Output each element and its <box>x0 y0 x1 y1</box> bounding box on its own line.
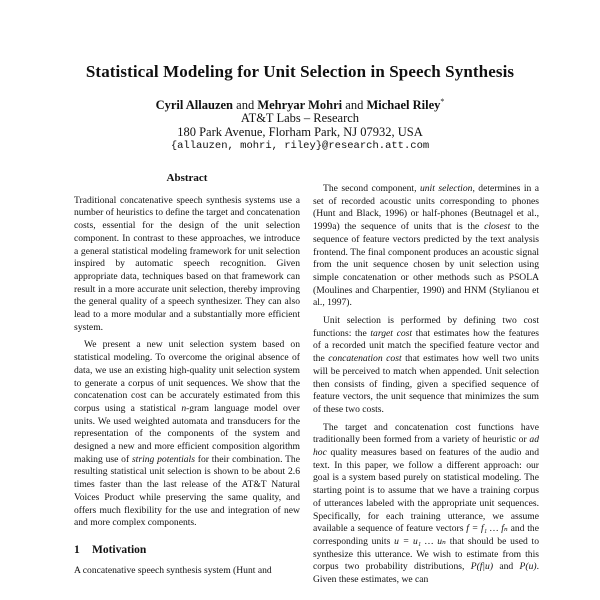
text-run: The target and concatenation cost functions have traditionally been formed from a variety of heuristic or <box>313 421 539 446</box>
text-run: to the sequence of feature vectors predicted by the text analysis frontend. The final component produces an acoustic signal from the unit sequence chosen by unit selection using simple concatenation or other methods such as PSOLA (Moulines and Charpentier, 1990) and HNM (Stylianou et al., 1997). <box>313 221 539 309</box>
math-expression: f = f₁ … fₙ <box>466 523 508 535</box>
abstract-heading: Abstract <box>166 172 208 184</box>
section-paragraph: A concatenative speech synthesis system (Hunt and <box>74 564 272 576</box>
emphasis: concatenation cost <box>328 353 402 365</box>
affiliation: AT&T Labs – Research <box>240 111 360 125</box>
emphasis: target cost <box>370 327 413 339</box>
text-run: that estimates how the features of a recorded unit match the specified feature vector and the <box>313 327 539 365</box>
text-run: for their combination. The resulting statistical unit selection is shown to be about 2.6 times faster than the last release of the AT&T Natural Voices Product while preserving the same quality, and offers much flexibility for the use and integration of new and more complex components. <box>74 453 300 529</box>
text-run: , determines in a set of recorded acoustic units corresponding to phones (Hunt and Black, 1996) or half-phones (Beutnagel et al., 1999a) the sequence of units that is the <box>313 183 540 233</box>
math-n: n <box>181 402 187 414</box>
section-heading <box>74 544 300 557</box>
abstract-paragraph <box>74 339 300 530</box>
body-paragraph <box>313 315 539 417</box>
and-word: and <box>236 98 255 113</box>
section-title: Motivation <box>92 543 147 556</box>
text-run: and the corresponding units <box>313 523 539 547</box>
address: 180 Park Avenue, Florham Park, NJ 07932, USA <box>177 125 423 139</box>
author-name: Michael Riley <box>366 98 441 113</box>
emphasis: unit selection <box>419 183 473 194</box>
emphasis: ad hoc <box>313 434 539 459</box>
abstract-paragraph: Traditional concatenative speech synthesis systems use a number of heuristics to define the target and concatenation costs, essential for the design of the unit selection component. In contrast to these approaches, we introduce a general statistical modeling framework for unit selection inspired by automatic speech recognition. Given appropriate data, techniques based on that framework can result in a more accurate unit selection, thereby improving the general quality of a speech synthesizer. They can also lead to a more modular and a substantially more efficient system. <box>74 194 300 333</box>
body-paragraph <box>313 183 539 310</box>
text-run: that estimates how well two units will be perceived to match when appended. Unit selection then consists of finding, given a specified sequence of feature vectors, the unit sequence that minimizes the sum of these two costs. <box>313 353 539 415</box>
section-number: 1 <box>74 543 80 556</box>
paper-title: Statistical Modeling for Unit Selection in Speech Synthesis <box>85 62 515 81</box>
author-emails: {allauzen, mohri, riley}@research.att.com <box>170 140 430 152</box>
math-expression: u = u₁ … uₙ <box>394 535 446 547</box>
body-paragraph <box>313 422 539 587</box>
math-expression: P(u) <box>519 561 537 573</box>
text-run: and <box>493 561 520 573</box>
and-word: and <box>345 98 364 113</box>
math-expression: P(f|u) <box>470 561 494 573</box>
emphasis: closest <box>484 221 511 233</box>
text-run: quality measures based on features of the audio and text. In this paper, we follow a different approach: our goal is a system based purely on statistical modeling. The starting point is to assume that we have a training corpus of utterances labeled with the appropriate unit sequences. Specifically, for each training utterance, we assume available a sequence of feature vectors <box>313 447 539 535</box>
text-run: The second component, <box>323 183 420 194</box>
author-footnote-mark: * <box>440 97 445 106</box>
author-name: Cyril Allauzen <box>155 98 234 113</box>
text-run: that should be used to synthesize this utterance. We wish to estimate from this corpus two probability distributions, <box>313 535 540 573</box>
emphasis: string potentials <box>131 453 195 465</box>
author-name: Mehryar Mohri <box>257 98 343 113</box>
text-run: -gram language model over units. We used weighted automata and transducers for the representation of the components of the system and designed a new and more efficient composition algorithm making use of <box>74 402 301 465</box>
right-column <box>313 183 539 587</box>
text-run: We present a new unit selection system based on statistical modeling. To overcome the original absence of data, we use an existing high-quality unit selection system to generate a corpus of unit sequences. We show that the concatenation cost can be accurately estimated from this corpus using a statistical <box>74 339 300 414</box>
left-column <box>74 172 300 577</box>
text-run: . Given these estimates, we can <box>313 561 539 586</box>
text-run: Unit selection is performed by defining two cost functions: the <box>313 315 539 339</box>
